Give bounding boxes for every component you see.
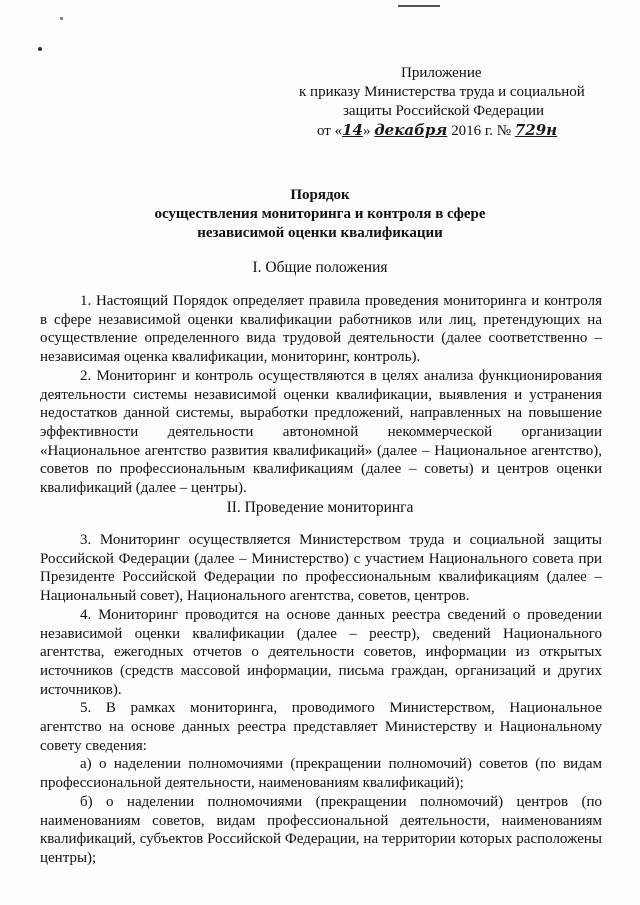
section-1-body [40,292,602,498]
section-1-heading: I. Общие положения [252,259,388,276]
document-title [0,186,640,243]
section-2-body [40,531,602,868]
section-2-heading: II. Проведение мониторинга [226,499,414,516]
date-mid: » [362,123,375,139]
handwritten-day: 14 [342,121,363,139]
handwritten-number: 729н [514,121,558,139]
appendix-date-line [317,121,557,141]
paragraph-4: 4. Мониторинг проводится на основе данных реестра сведений о проведении независимой оценки квалификации (далее – реестр), сведений Национального агентства, ежегодных отчетов о деятельности советов, информации из открытых источников (средств массовой информации, письма граждан, организаций и других источников). [40,606,602,698]
paragraph-5b: б) о наделении полномочиями (прекращении полномочий) центров (по наименованиям советов, видам профессиональной деятельности, наименованиям квалификаций, субъектов Российской Федерации, на территории которых расположены центры); [40,793,602,866]
scan-artifact [398,5,440,7]
paragraph-1: 1. Настоящий Порядок определяет правила проведения мониторинга и контроля в сфере независимой оценки квалификации работников или лиц, претендующих на осуществление определенного вида трудовой деятельности (далее соответственно – независимая оценка квалификации, мониторинг, контроль). [40,293,602,366]
year-part: 2016 г. № [447,123,515,139]
paragraph-5: 5. В рамках мониторинга, проводимого Министерством, Национальное агентство на основе данных реестра представляет Министерству и Национальному совету сведения: [40,700,602,754]
paragraph-5a: а) о наделении полномочиями (прекращении полномочий) советов (по видам профессиональной деятельности, наименованиям квалификаций); [40,756,602,792]
scan-artifact [60,17,63,20]
date-prefix: от « [317,123,343,139]
paragraph-3: 3. Мониторинг осуществляется Министерством труда и социальной защиты Российской Федерации (далее – Министерство) с участием Национального совета при Президенте Российской Федерации по профессиональным квалификациям (далее – Национальный совет), Национального агентства, советов, центров. [40,532,602,605]
appendix-ministry-line: защиты Российской Федерации [343,103,545,119]
appendix-order-line: к приказу Министерства труда и социальной [299,84,585,100]
handwritten-month: декабря [374,121,448,139]
paragraph-2: 2. Мониторинг и контроль осуществляются в целях анализа функционирования деятельности системы независимой оценки квалификации, выявления и устранения недостатков данной системы, выработки предложений, направленных на повышение эффективности деятельности автономной некоммерческой организации «Национальное агентство развития квалификаций» (далее – Национальное агентство), советов по профессиональным квалификациям (далее – советы) и центров оценки квалификаций (далее – центры). [40,367,602,497]
title-line-3: независимой оценки квалификации [197,225,443,241]
appendix-title: Приложение [401,65,482,81]
title-line-2: осуществления мониторинга и контроля в сфере [154,206,486,222]
scan-artifact [38,47,42,51]
title-line-1: Порядок [290,187,350,203]
